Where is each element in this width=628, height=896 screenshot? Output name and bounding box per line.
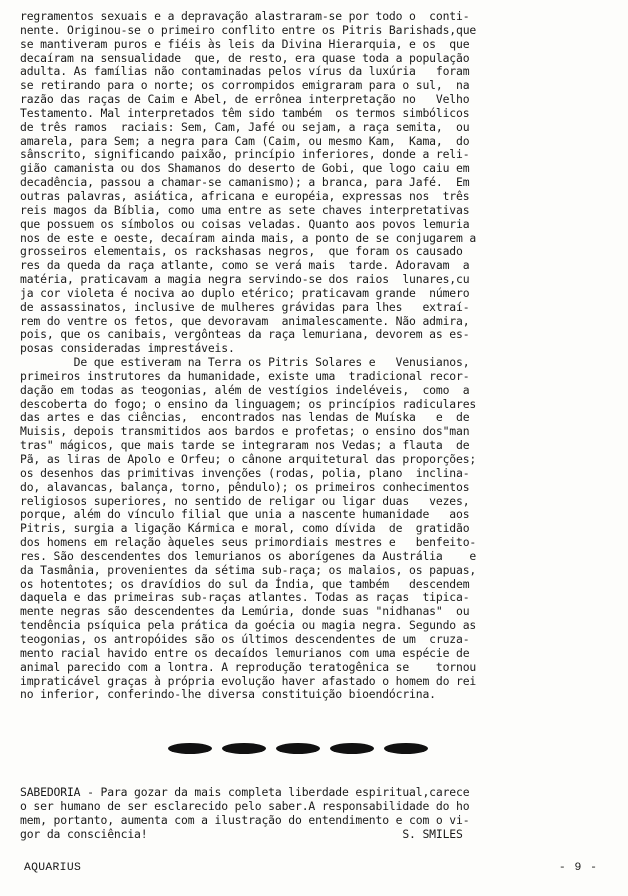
page-number: - 9 - — [558, 862, 598, 874]
divider-dash — [276, 743, 320, 754]
divider-dash — [330, 743, 374, 754]
divider-dash — [222, 743, 266, 754]
divider-dash — [384, 743, 428, 754]
closing-quote: SABEDORIA - Para gozar da mais completa liberdade espiritual,carece o ser humano de ser esclarecido pelo saber.A responsabilidade do ho mem, portanto, aumenta com a ilustração do entendimento e com o vi- gor da consciência! S. SMILES — [20, 785, 470, 841]
publication-name: AQUARIUS — [24, 862, 82, 874]
article-body: regramentos sexuais e a depravação alastraram-se por todo o conti- nente. Originou-se o primeiro conflito entre os Pitris Barishads,que se mantiveram puros e fiéis às leis da Divina Hierarquia, e os que decaíram na sensualidade que, de resto, era quase toda a população adulta. As famílias não contaminadas pelos vírus da luxúria foram se retirando para o norte; os corrompidos emigraram para o sul, na razão das raças de Caim e Abel, de errônea interpretação no Velho Testamento. Mal interpretados têm sido também os termos simbólicos de três ramos raciais: Sem, Cam, Jafé ou sejam, a raça semita, ou amarela, para Sem; a negra para Cam (Caim, ou mesmo Kam, Kama, do sânscrito, significando paixão, princípio inferiores, donde a reli- gião camanista ou dos Shamanos do deserto de Gobi, que logo caiu em decadência, passou a chamar-se camanismo); a branca, para Jafé. Em outras palavras, asiática, africana e européia, expressas nos três reis magos da Bíblia, como uma entre as sete chaves interpretativas que possuem os símbolos ou coisas veladas. Quanto aos povos lemuria nos de este e oeste, decaíram ainda mais, a ponto de se conjugarem a grosseiros elementais, os rackshasas negros, que foram os causado res da queda da raça atlante, como se verá mais tarde. Adoravam a matéria, praticavam a magia negra servindo-se dos raios lunares,cu ja cor violeta é nociva ao duplo etérico; praticavam grande número de assassinatos, inclusive de mulheres grávidas para lhes extraí- rem do ventre os fetos, que devoravam animalescamente. Não admira, pois, que os canibais, vergônteas da raça lemuriana, devorem as es- posas consideradas imprestáveis. De que estiveram na Terra os Pitris Solares e Venusianos, primeiros instrutores da humanidade, existe uma tradicional recor- dação em todas as teogonias, além de vestígios indeléveis, como a descoberta do fogo; o ensino da linguagem; os princípios radiculares das artes e das ciências, encontrados nas lendas de Muíska e de Muisis, depois transmitidos aos bardos e profetas; o ensino dos"man tras" mágicos, que mais tarde se integraram nos Vedas; a flauta de Pã, as liras de Apolo e Orfeu; o cânone arquitetural das proporções; os desenhos das primitivas invenções (rodas, polia, plano inclina- do, alavancas, balança, torno, pêndulo); os primeiros conhecimentos religiosos superiores, no sentido de religar ou ligar duas vezes, porque, além do vínculo filial que unia a nascente humanidade aos Pitris, surgia a ligação Kármica e moral, como dívida de gratidão dos homens em relação àqueles seus primordiais mestres e benfeito- res. São descendentes dos lemurianos os aborígenes da Austrália e da Tasmânia, provenientes da sétima sub-raça; os malaios, os papuas, os hotentotes; os dravídios do sul da Índia, que também descendem daquela e das primeiras sub-raças atlantes. Todas as raças tipica- mente negras são descendentes da Lemúria, donde suas "nidhanas" ou tendência psíquica pela prática da goécia ou magia negra. Segundo as teogonias, os antropóides são os últimos descendentes de um cruza- mento racial havido entre os decaídos lemurianos com uma espécie de animal parecido com a lontra. A reprodução teratogênica se tornou impraticável graças à própria evolução haver afastado o homem do rei no inferior, conferindo-lhe diversa constituição bioendócrina. — [20, 9, 477, 702]
divider-dash — [168, 743, 212, 754]
section-divider — [168, 740, 428, 756]
